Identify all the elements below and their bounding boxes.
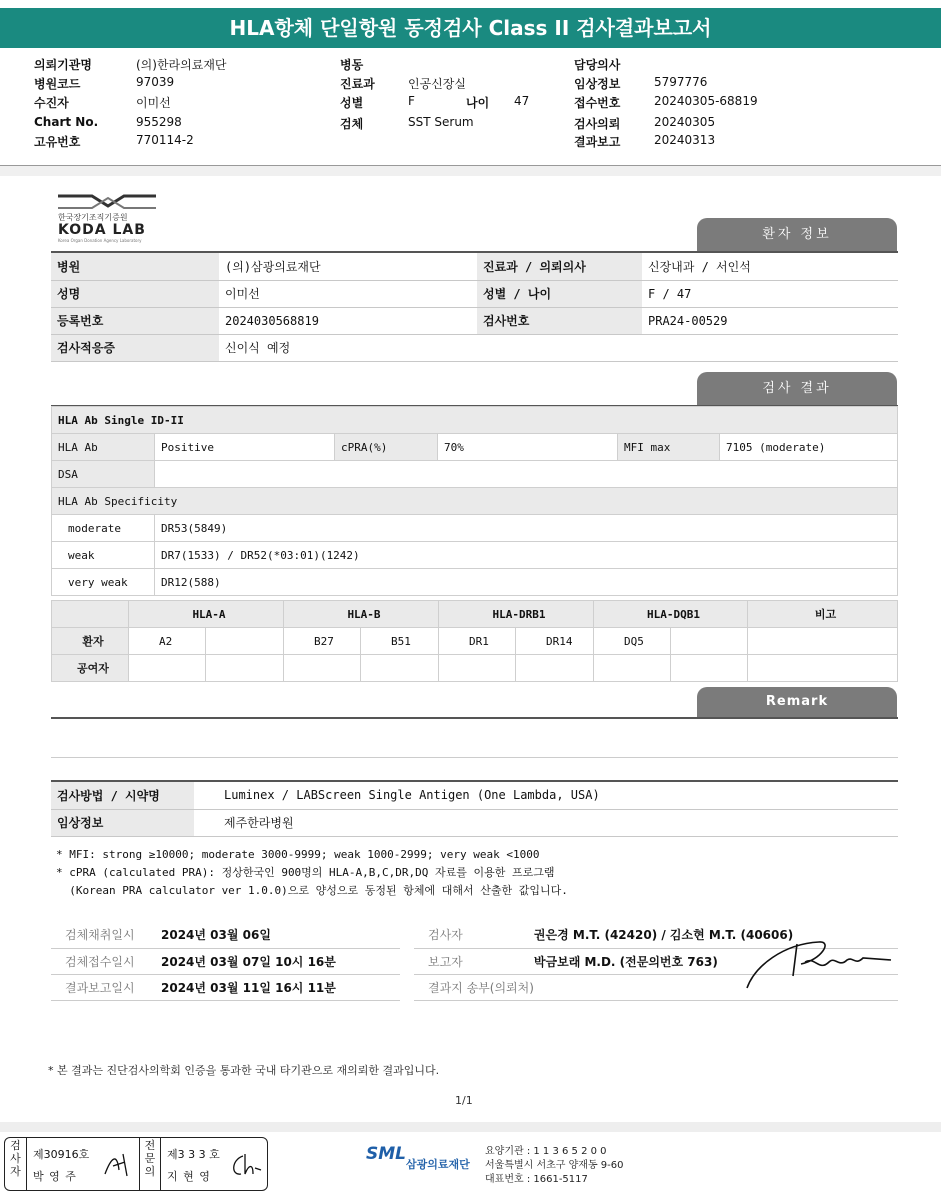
header-label: 검사의뢰 [574, 117, 621, 131]
logo-tagline: Korea Organ Donation Agency Laboratory [58, 238, 142, 243]
remark-area [51, 757, 898, 758]
footer-band [0, 1122, 941, 1132]
method-table [51, 782, 898, 837]
typing-patient-cell: A2 [129, 628, 206, 655]
header-value: 97039 [136, 75, 175, 89]
header-value: 20240305-68819 [654, 94, 758, 108]
stamp-v2: 전문의 [144, 1139, 156, 1178]
header-label: 병동 [340, 58, 364, 72]
patient-table [51, 253, 898, 362]
tester-signature-icon [101, 1148, 133, 1180]
table-row [51, 809, 898, 836]
table-row [51, 307, 898, 334]
page-number: 1/1 [455, 1094, 473, 1107]
dsa-value [155, 461, 898, 488]
typing-donor-cell [439, 655, 516, 682]
header-value: 인공신장실 [408, 77, 466, 91]
header-label-age: 나이 [466, 96, 490, 110]
header-value: SST Serum [408, 115, 474, 129]
report-title: HLA항체 단일항원 동정검사 Class II 검사결과보고서 [0, 8, 941, 48]
table-row [51, 922, 400, 948]
typing-donor-cell [671, 655, 748, 682]
header-label: 진료과 [340, 77, 375, 91]
header-label: 수진자 [34, 96, 69, 110]
logo-brand: KODA LAB [58, 222, 146, 238]
stamp-specialist-name: 지 현 영 [167, 1170, 211, 1183]
patient-label: 등록번호 [51, 307, 219, 334]
typing-donor-label: 공여자 [52, 655, 129, 682]
logo-org: 한국장기조직기증원 [58, 213, 128, 222]
typing-patient-cell: DR1 [439, 628, 516, 655]
signature-icon [735, 926, 895, 994]
sign-person-label: 결과지 송부(의뢰처) [414, 974, 534, 1000]
dsa-label: DSA [52, 461, 155, 488]
table-row [51, 948, 400, 974]
sml-name: 삼광의료재단 [406, 1158, 470, 1171]
table-row [52, 515, 898, 542]
typing-patient-cell: DQ5 [594, 628, 671, 655]
patient-value: 신장내과 / 서인석 [642, 253, 898, 280]
stamp-label-specialist [139, 1138, 161, 1190]
specificity-level: very weak [52, 569, 155, 596]
sign-date-value: 2024년 03월 11일 16시 11분 [161, 974, 400, 1000]
contact-info [485, 1145, 624, 1187]
koda-lab-logo [52, 192, 172, 244]
note-line: * cPRA (calculated PRA): 정상한국인 900명의 HLA-A,B,C,DR,DQ 자료를 이용한 프로그램 [56, 866, 555, 879]
patient-value: F / 47 [642, 280, 898, 307]
sign-date-label: 검체접수일시 [51, 948, 161, 974]
specificity-title: HLA Ab Specificity [52, 488, 898, 515]
specificity-level: moderate [52, 515, 155, 542]
table-row [51, 974, 400, 1000]
sign-person-value: 권은경 M.T. (42420) / 김소현 M.T. (40606) [534, 922, 898, 948]
note-line: * MFI: strong ≥10000; moderate 3000-9999; weak 1000-2999; very weak <1000 [56, 848, 540, 861]
table-row [51, 334, 898, 361]
typing-donor-cell [748, 655, 898, 682]
specialist-signature-icon [229, 1150, 265, 1180]
note-line: (Korean PRA calculator ver 1.0.0)으로 양성으로 동정된 항체에 대해서 산출한 값입니다. [56, 884, 568, 897]
stamp-tester-no: 제30916호 [33, 1148, 90, 1161]
patient-label: 성별 / 나이 [477, 280, 642, 307]
notes [56, 846, 568, 900]
header-label: 담당의사 [574, 58, 621, 72]
header-label: Chart No. [34, 115, 99, 129]
cpra-value: 70% [438, 434, 618, 461]
header-value: 5797776 [654, 75, 708, 89]
patient-label: 검사번호 [477, 307, 642, 334]
typing-donor-cell [516, 655, 594, 682]
divider-band [0, 166, 941, 176]
header-value: 20240305 [654, 115, 716, 129]
header-label: 의뢰기관명 [34, 58, 92, 72]
sign-date-label: 검체채취일시 [51, 922, 161, 948]
method-value: Luminex / LABScreen Single Antigen (One Lambda, USA) [194, 782, 898, 809]
footnote: * 본 결과는 진단검사의학회 인증을 통과한 국내 타기관으로 재의뢰한 결과입니다. [48, 1064, 440, 1077]
header-value: 이미선 [136, 96, 171, 110]
section-line [51, 717, 898, 719]
sml-logo [366, 1142, 486, 1186]
typing-patient-cell [671, 628, 748, 655]
typing-patient-cell: B27 [284, 628, 361, 655]
patient-value: 2024030568819 [219, 307, 477, 334]
typing-donor-cell [361, 655, 439, 682]
typing-donor-cell [284, 655, 361, 682]
sign-person-label: 보고자 [414, 948, 534, 974]
result-section-title: HLA Ab Single ID-II [52, 407, 898, 434]
header-label: 고유번호 [34, 135, 81, 149]
header-label: 검체 [340, 117, 364, 131]
patient-label: 병원 [51, 253, 219, 280]
tab-patient-info: 환자 정보 [697, 218, 897, 252]
sign-date-value: 2024년 03월 07일 10시 16분 [161, 948, 400, 974]
sign-dates-table [51, 922, 400, 1001]
typing-donor-cell [129, 655, 206, 682]
sml-mark: SML [366, 1144, 406, 1164]
header-value: 770114-2 [136, 133, 194, 147]
mfi-value: 7105 (moderate) [720, 434, 898, 461]
specificity-value: DR12(588) [155, 569, 898, 596]
indication-label: 검사적응증 [51, 334, 219, 361]
typing-donor-cell [206, 655, 284, 682]
typing-header: 비고 [748, 601, 898, 628]
specificity-value: DR53(5849) [155, 515, 898, 542]
header-value: 955298 [136, 115, 182, 129]
typing-header: HLA-B [284, 601, 439, 628]
typing-patient-label: 환자 [52, 628, 129, 655]
hla-typing-table [51, 600, 898, 682]
sign-date-label: 결과보고일시 [51, 974, 161, 1000]
typing-header: HLA-A [129, 601, 284, 628]
patient-value: 이미선 [219, 280, 477, 307]
stamp-tester-name: 박 영 주 [33, 1170, 77, 1183]
header-value: (의)한라의료재단 [136, 58, 227, 72]
sign-person-value: 박금보래 M.D. (전문의번호 763) [534, 948, 898, 974]
mfi-label: MFI max [618, 434, 720, 461]
hla-ab-label: HLA Ab [52, 434, 155, 461]
header-label: 성별 [340, 96, 364, 110]
table-row [51, 253, 898, 280]
header-value: 20240313 [654, 133, 716, 147]
typing-patient-cell: B51 [361, 628, 439, 655]
stamp-label-tester [5, 1138, 27, 1190]
contact-line: 요양기관 : 1 1 3 6 5 2 0 0 [485, 1146, 607, 1157]
cpra-label: cPRA(%) [335, 434, 438, 461]
table-row [51, 782, 898, 809]
table-row [51, 280, 898, 307]
tab-test-result: 검사 결과 [697, 372, 897, 406]
typing-header: HLA-DRB1 [439, 601, 594, 628]
typing-donor-cell [594, 655, 671, 682]
stamp-specialist-no: 제3 3 3 호 [167, 1148, 220, 1161]
logo-mark-icon [52, 192, 162, 212]
header-label: 결과보고 [574, 135, 621, 149]
hla-ab-value: Positive [155, 434, 335, 461]
sign-date-value: 2024년 03월 06일 [161, 922, 400, 948]
request-info [0, 56, 941, 166]
table-row [52, 569, 898, 596]
contact-line: 대표번호 : 1661-5117 [485, 1174, 588, 1185]
header-value-age: 47 [514, 94, 530, 108]
method-label: 검사방법 / 시약명 [51, 782, 194, 809]
specificity-level: weak [52, 542, 155, 569]
table-row [52, 542, 898, 569]
typing-patient-cell [206, 628, 284, 655]
stamp-v1: 검사자 [10, 1139, 21, 1178]
typing-header: HLA-DQB1 [594, 601, 748, 628]
header-label: 접수번호 [574, 96, 621, 110]
header-value: F [408, 94, 415, 108]
patient-value: PRA24-00529 [642, 307, 898, 334]
signature-stamp [4, 1137, 268, 1191]
indication-value: 신이식 예정 [219, 334, 898, 361]
method-label: 임상정보 [51, 809, 194, 836]
typing-corner [52, 601, 129, 628]
method-value: 제주한라병원 [194, 809, 898, 836]
sign-person-label: 검사자 [414, 922, 534, 948]
header-label: 임상정보 [574, 77, 621, 91]
result-table [51, 406, 898, 596]
contact-line: 서울특별시 서초구 양재동 9-60 [485, 1160, 624, 1171]
patient-label: 성명 [51, 280, 219, 307]
typing-patient-cell [748, 628, 898, 655]
specificity-value: DR7(1533) / DR52(*03:01)(1242) [155, 542, 898, 569]
patient-value: (의)삼광의료재단 [219, 253, 477, 280]
patient-label: 진료과 / 의뢰의사 [477, 253, 642, 280]
header-label: 병원코드 [34, 77, 81, 91]
tab-remark: Remark [697, 687, 897, 717]
typing-patient-cell: DR14 [516, 628, 594, 655]
